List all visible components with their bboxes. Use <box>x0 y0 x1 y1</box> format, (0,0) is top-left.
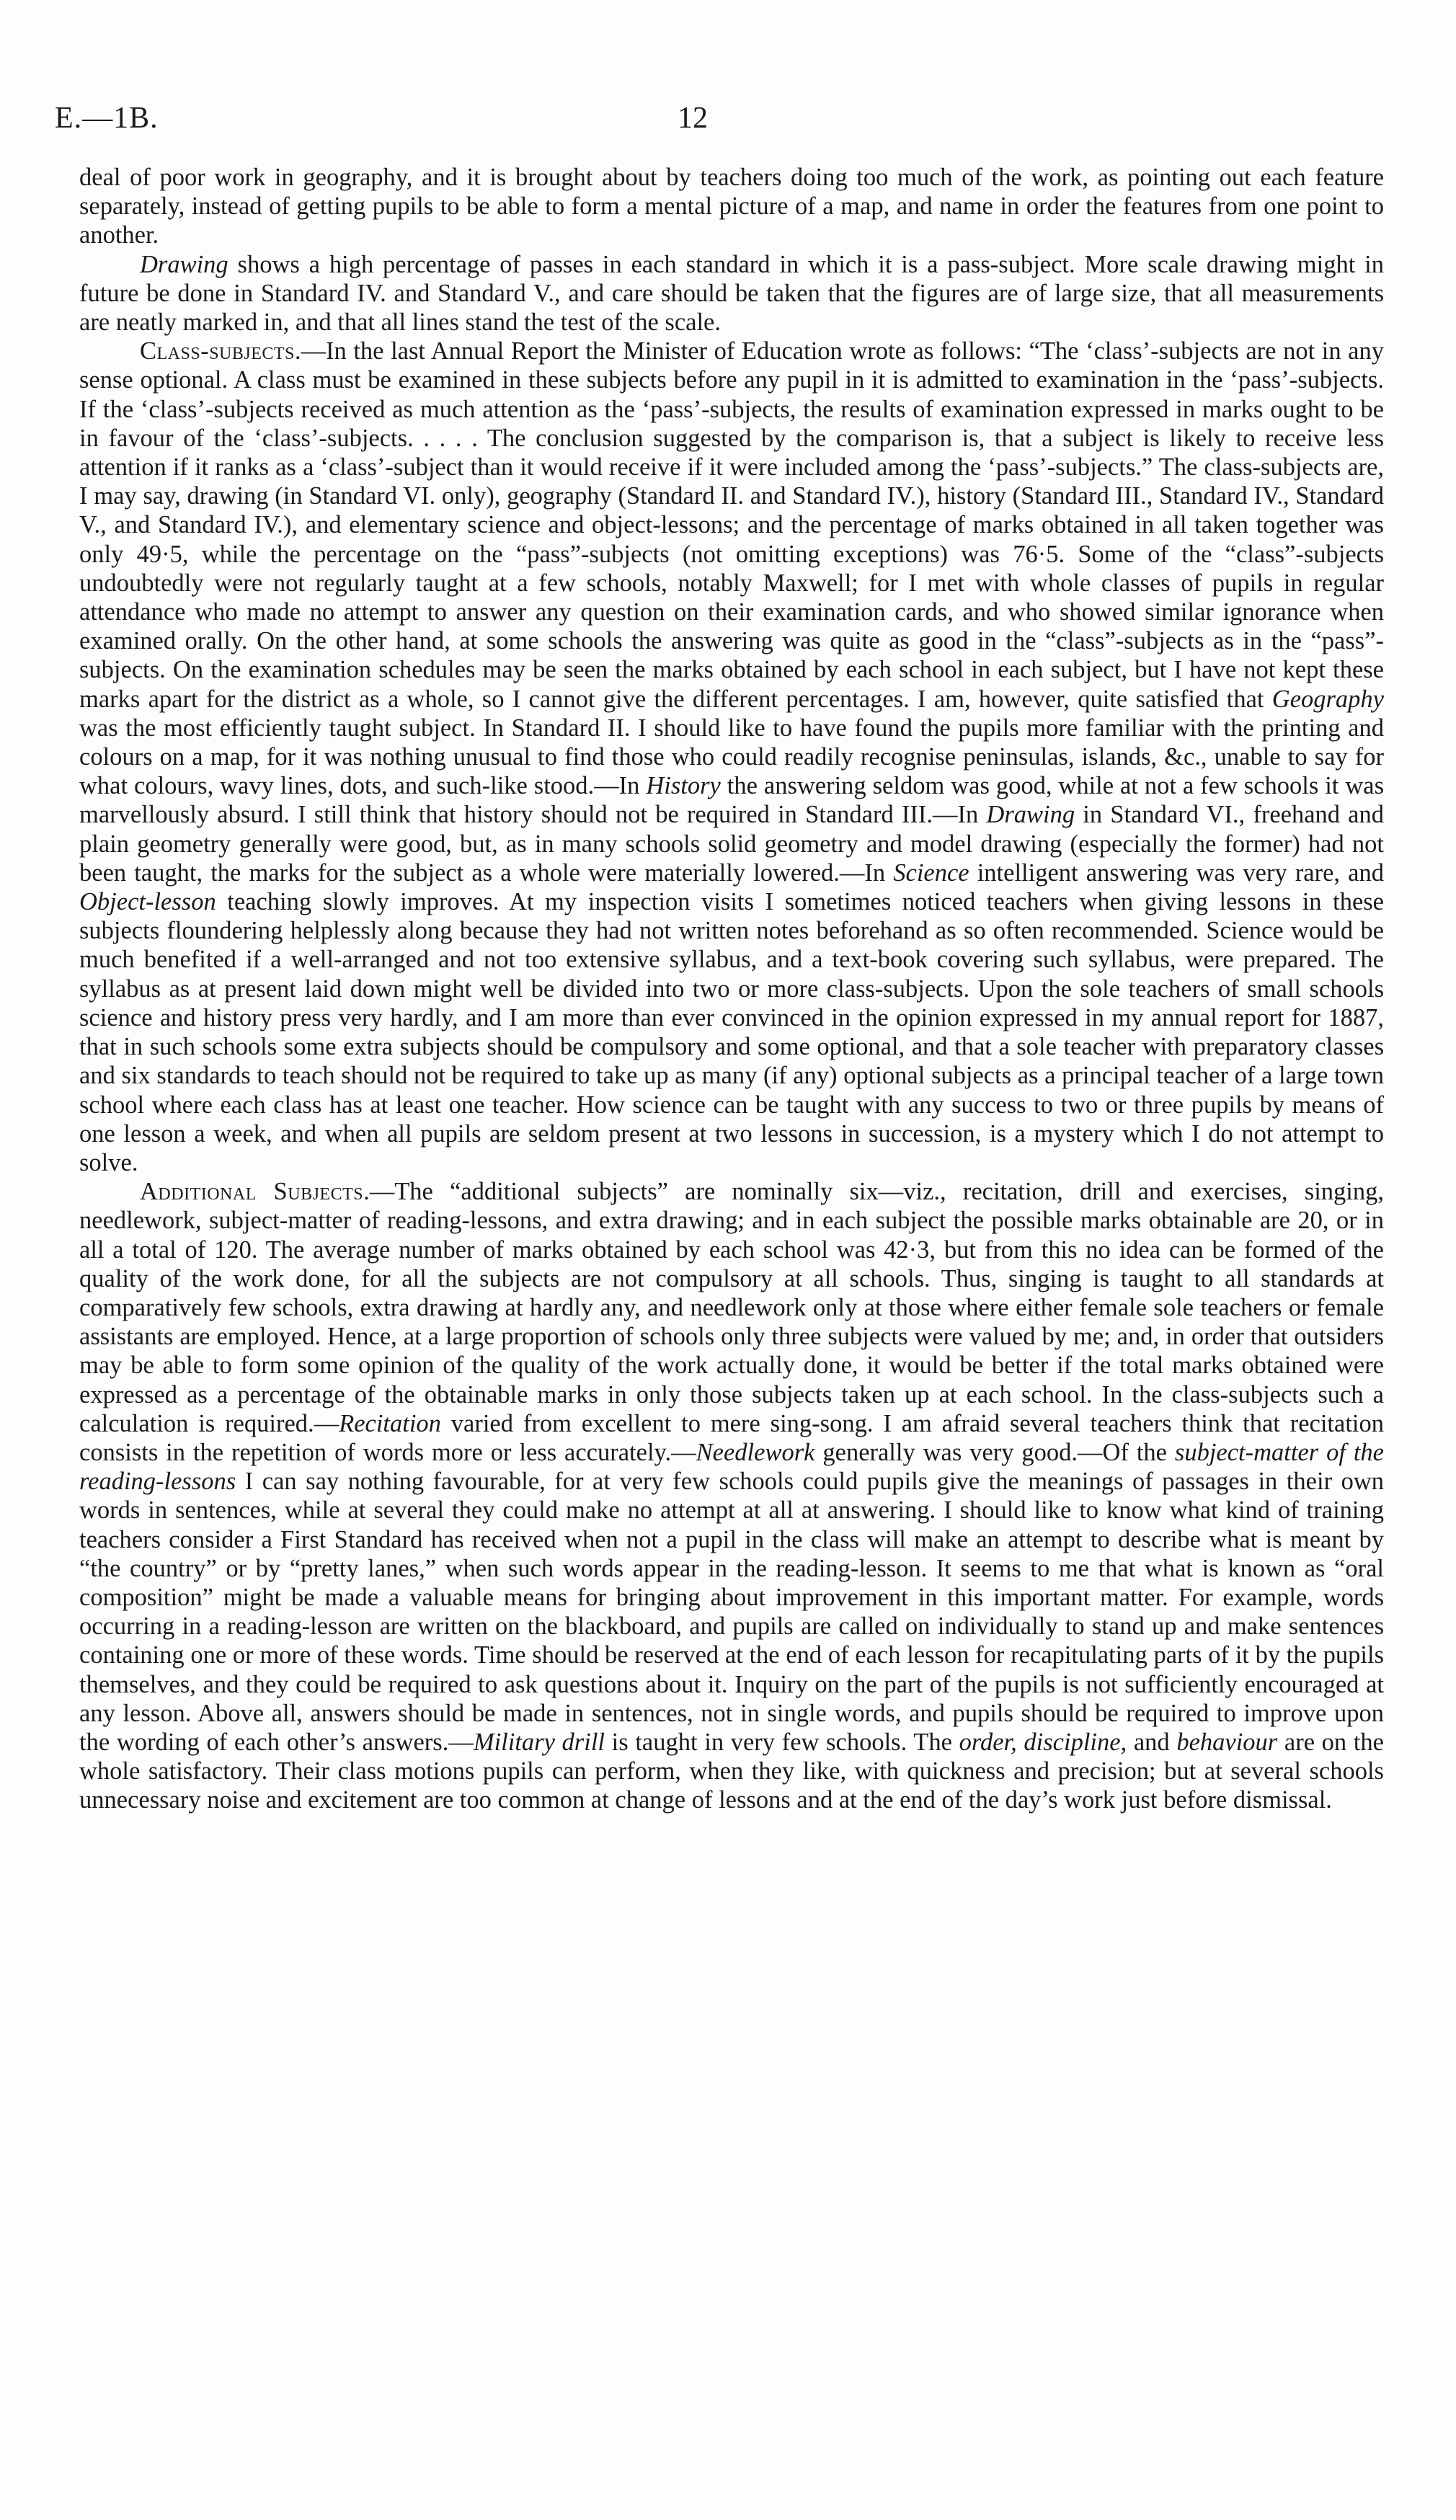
italic-term: behaviour <box>1176 1728 1278 1756</box>
italic-term: Geography <box>1271 685 1384 713</box>
paragraph-text: the answering seldom was good, while at not a few schools it was marvellously absurd. I still think that history should not be required in Standard III.—In <box>79 772 1384 829</box>
section-heading: Additional Subjects <box>140 1178 364 1206</box>
italic-term: Object-lesson <box>79 888 216 916</box>
paragraph-text: are on the whole satisfactory. Their class motions pupils can perform, when they like, with quickness and precision; but at several schools unnecessary noise and excitement are too common at change of lessons and at the end of the day’s work just before dismissal. <box>79 1728 1384 1814</box>
paragraph-text: varied from excellent to mere sing-song. I am afraid several teachers think that recitation consists in the repetition of words more or less accurately.— <box>79 1409 1384 1466</box>
italic-term: Science <box>893 859 969 887</box>
paragraph-text: and <box>1127 1728 1177 1756</box>
document-reference: E.—1B. <box>55 102 159 135</box>
paragraph-additional-subjects <box>79 1177 1384 1814</box>
section-heading: Class-subjects <box>140 337 295 365</box>
italic-term: order, discipline, <box>959 1728 1127 1756</box>
italic-term: Military drill <box>473 1728 605 1756</box>
page-number: 12 <box>678 102 708 135</box>
paragraph-text: in Standard VI., freehand and plain geometry generally were good, but, as in many schools solid geometry and model drawing (especially the former) had not been taught, the marks for the subject as a whole were materially lowered.—In <box>79 801 1384 887</box>
paragraph-class-subjects <box>79 337 1384 1177</box>
paragraph-text: I can say nothing favourable, for at very few schools could pupils give the meanings of passages in their own words in sentences, while at several they could make no attempt at all at answering. I should like to know what kind of training teachers consider a First Standard has received when not a pupil in the class will make an attempt to describe what is meant by “the country” or by “pretty lanes,” when such words appear in the reading-lesson. It seems to me that what is known as “oral composition” might be made a valuable means for bringing about improvement in this important matter. For example, words occurring in a reading-lesson are written on the blackboard, and pupils are called on individually to stand up and make sentences containing one or more of these words. Time should be reserved at the end of each lesson for recapitulating parts of it by the pupils themselves, and they could be required to ask questions about it. Inquiry on the part of the pupils is not sufficiently encouraged at any lesson. Above all, answers should be made in sentences, not in single words, and pupils should be required to improve upon the wording of each other’s answers.— <box>79 1468 1384 1756</box>
italic-term: Drawing <box>140 250 228 278</box>
paragraph-geography-conclusion: deal of poor work in geography, and it is brought about by teachers doing too much of the work, as pointing out each feature separately, instead of getting pupils to be able to form a mental picture of a map, and name in order the features from one point to another. <box>79 164 1384 249</box>
italic-term: Drawing <box>986 801 1075 829</box>
body-text <box>79 163 1384 1815</box>
paragraph-text: shows a high percentage of passes in each standard in which it is a pass-subject. More scale drawing might in future be done in Standard IV. and Standard V., and care should be taken that the figures are of large size, that all measurements are neatly marked in, and that all lines stand the test of the scale. <box>79 250 1384 337</box>
paragraph-text: generally was very good.—Of the <box>814 1438 1175 1466</box>
paragraph-drawing <box>79 250 1384 337</box>
paragraph-text: teaching slowly improves. At my inspection visits I sometimes noticed teachers when giving lessons in these subjects floundering helplessly along because they had not written notes beforehand as so often recommended. Science would be much benefited if a well-arranged and not too extensive syllabus, and a text-book covering such syllabus, were prepared. The syllabus as at present laid down might well be divided into two or more class-subjects. Upon the sole teachers of small schools science and history press very hardly, and I am more than ever convinced in the opinion expressed in my annual report for 1887, that in such schools some extra subjects should be compulsory and some optional, and that a sole teacher with preparatory classes and six standards to teach should not be required to take up as many (if any) optional subjects as a principal teacher of a large town school where each class has at least one teacher. How science can be taught with any success to two or three pupils by means of one lesson a week, and when all pupils are seldom present at two lessons in succession, is a mystery which I do not attempt to solve. <box>79 888 1384 1176</box>
paragraph-text: is taught in very few schools. The <box>605 1728 959 1756</box>
italic-term: Needlework <box>696 1438 815 1466</box>
paragraph-text: .—The “additional subjects” are nominally six—viz., recitation, drill and exercises, singing, needlework, subject-matter of reading-lessons, and extra drawing; and in each subject the possible marks obtainable are 20, or in all a total of 120. The average number of marks obtained by each school was 42·3, but from this no idea can be formed of the quality of the work done, for all the subjects are not compulsory at all schools. Thus, singing is taught to all standards at comparatively few schools, extra drawing at hardly any, and needlework only at those where either female sole teachers or female assistants are employed. Hence, at a large proportion of schools only three subjects were valued by me; and, in order that outsiders may be able to form some opinion of the quality of the work actually done, it would be better if the total marks obtained were expressed as a percentage of the obtainable marks in only those subjects taken up at each school. In the class-subjects such a calculation is required.— <box>79 1178 1384 1437</box>
paragraph-text: was the most efficiently taught subject. In Standard II. I should like to have found the pupils more familiar with the printing and colours on a map, for it was nothing unusual to find those who could readily recognise peninsulas, islands, &c., unable to say for what colours, wavy lines, dots, and such-like stood.—In <box>79 714 1384 800</box>
italic-term: History <box>646 772 721 800</box>
italic-term: Recitation <box>339 1409 441 1437</box>
italic-term: subject-matter of the reading-lessons <box>79 1438 1384 1496</box>
paragraph-text: .—In the last Annual Report the Minister of Education wrote as follows: “The ‘class’-subjects are not in any sense optional. A class must be examined in these subjects before any pupil in it is admitted to examination in the ‘pass’-subjects. If the ‘class’-subjects received as much attention as the ‘pass’-subjects, the results of examination expressed in marks ought to be in favour of the ‘class’-subjects. . . . . The conclusion suggested by the comparison is, that a subject is likely to receive less attention if it ranks as a ‘class’-subject than it would receive if it were included among the ‘pass’-subjects.” The class-subjects are, I may say, drawing (in Standard VI. only), geography (Standard II. and Standard IV.), history (Standard III., Standard IV., Standard V., and Standard IV.), and elementary science and object-lessons; and the percentage of marks obtained in all taken together was only 49·5, while the percentage on the “pass”-subjects (not omitting exceptions) was 76·5. Some of the “class”-subjects undoubtedly were not regularly taught at a few schools, notably Maxwell; for I met with whole classes of pupils in regular attendance who made no attempt to answer any question on their examination cards, and who showed similar ignorance when examined orally. On the other hand, at some schools the answering was quite as good in the “class”-subjects as in the “pass”-subjects. On the examination schedules may be seen the marks obtained by each school in each subject, but I have not kept these marks apart for the district as a whole, so I cannot give the different percentages. I am, however, quite satisfied that <box>79 337 1384 713</box>
paragraph-text: intelligent answering was very rare, and <box>969 859 1384 887</box>
